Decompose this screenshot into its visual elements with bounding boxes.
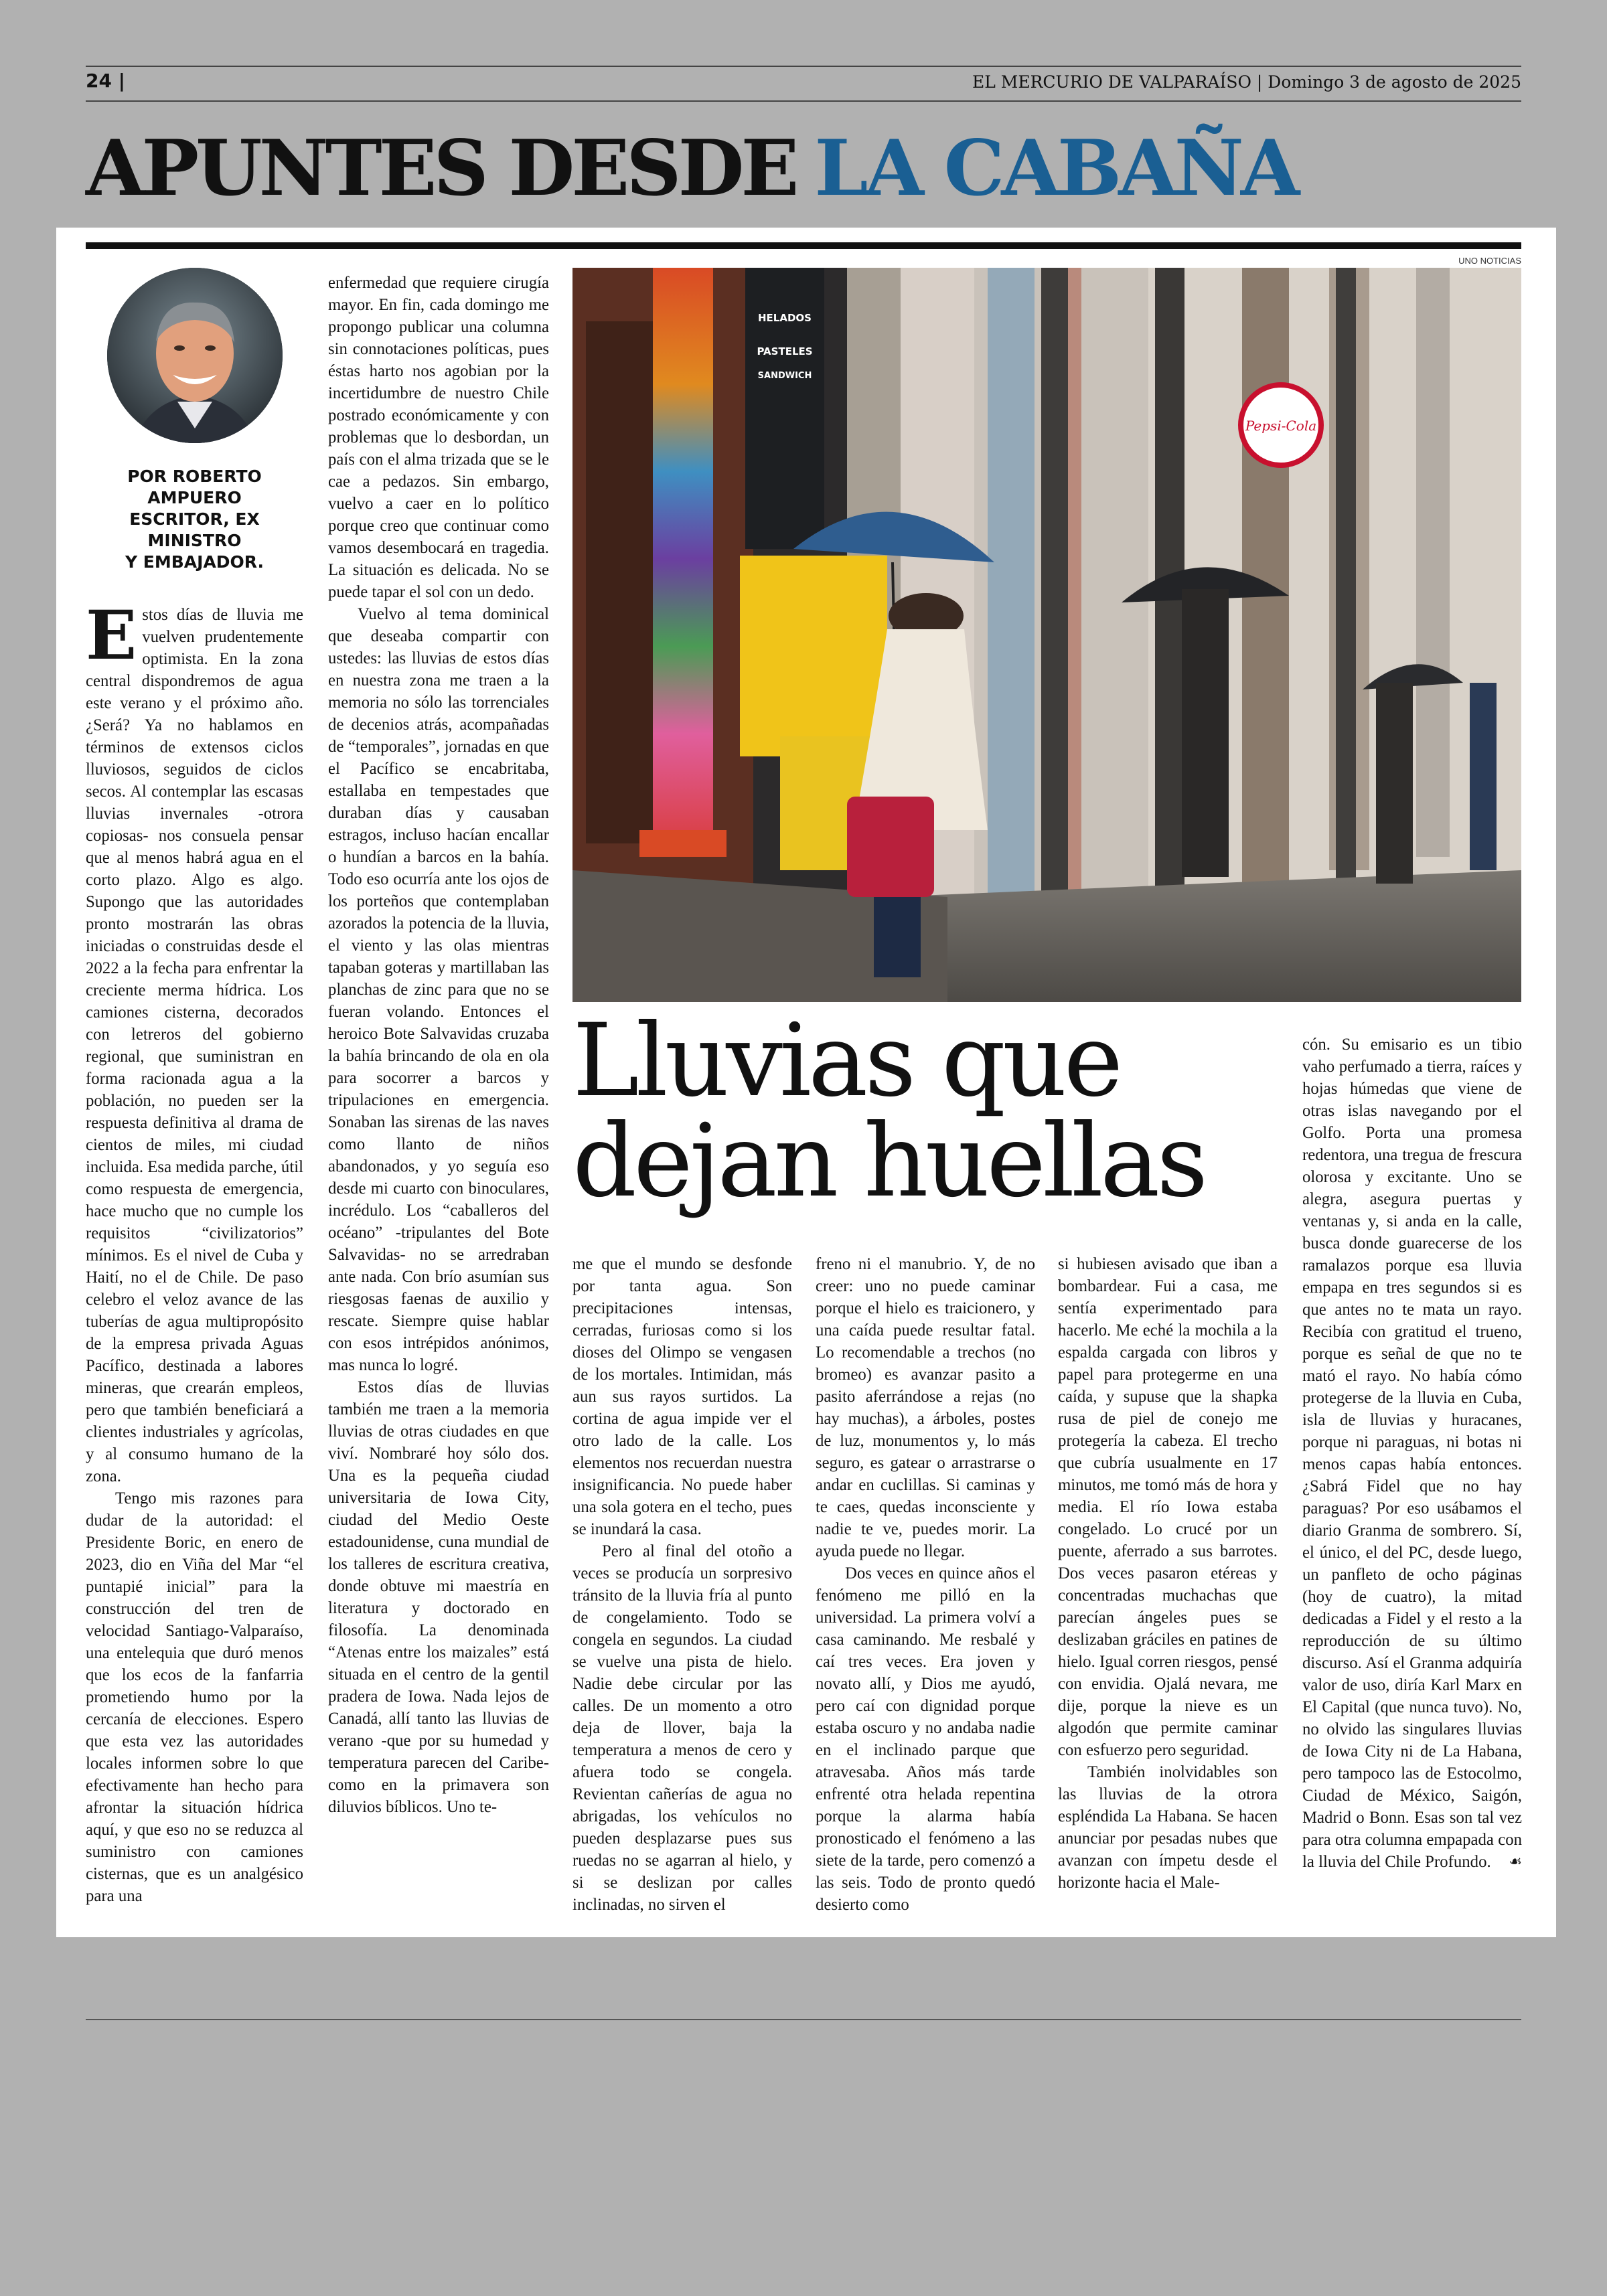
- section-title-part1: APUNTES DESDE: [86, 123, 796, 213]
- article-paragraph: [1302, 1034, 1522, 1873]
- photo-credit: UNO NOTICIAS: [1458, 256, 1521, 266]
- sign-helados: HELADOS: [758, 312, 812, 324]
- article-paragraph: Vuelvo al tema dominical que deseaba compartir con ustedes: las lluvias de estos días en nuestra zona me traen a la memoria no sólo las torrenciales de decenios atrás, acompañadas de “temporales”, jornadas en que el Pacífico se encabritaba, estallaba en tempestades que duraban días y causaban estragos, incluso hacían encallar o hundían a barcos en la bahía. Todo eso ocurría ante los ojos de los porteños que contemplaban azorados la potencia de la lluvia, el viento y las olas mientras tapaban goteras y martillaban las planchas de zinc para que no se fueran volando. Entonces el heroico Bote Salvavidas cruzaba la bahía brincando de ola en ola para socorrer a barcos y tripulaciones en emergencia. Sonaban las sirenas de las naves como llanto de niños abandonados, y yo seguía eso desde mi cuarto con binoculares, incrédulo. Los “caballeros del océano” -tripulantes del Bote Salvavidas- no se arredraban ante nada. Con brío asumían sus riesgosas faenas de auxilio y rescate. Siempre quise hablar con esos intrépidos anónimos, mas nunca lo logré.: [328, 605, 549, 1374]
- headline-line: dejan huellas: [572, 1103, 1205, 1220]
- sign-pepsi: Pepsi-Cola: [1245, 418, 1317, 434]
- paragraph-text: stos días de lluvia me vuelven prudentemente optimista. En la zona central dispondremos de agua este verano y el próximo año. ¿Será? Ya no hablamos en términos de extensos ciclos lluviosos, seguidos de ciclos secos. Al contemplar las escasas lluvias invernales -otrora copiosas- nos consuela pensar que al menos habrá agua en el corto plazo. Algo es algo. Supongo que las autoridades pronto mostrarán las obras iniciadas o construidas desde el 2022 a la fecha para enfrentar la creciente merma hídrica. Los camiones cisterna, decorados con letreros del gobierno regional, que suministran en forma racionada agua a la población, no pueden ser la respuesta definitiva al drama de cientos de miles, mi ciudad incluida. Esa medida parche, útil como respuesta de emergencia, hace mucho que no cumple los requisitos “civilizatorios” mínimos. Es el nivel de Cuba y Haití, no el de Chile. De paso celebro el veloz avance de las tuberías de agua multipropósito de la empresa privada Aguas Pacífico, destinada a labores mineras, que crearán empleos, pero que también beneficiará a clientes industriales y agrícolas, y al consumo humano de la zona.: [86, 606, 303, 1485]
- article-paragraph: Pero al final del otoño a veces se producía un sorpresivo tránsito de la lluvia fría al punto de congelamiento. Todo se congela en segundos. La ciudad se vuelve una pista de hielo. Nadie debe circular por las calles. De un momento a otro deja de llover, baja la temperatura a menos de cero y afuera todo se congela. Revientan cañerías de agua no abrigadas, los vehículos no pueden desplazarse pues sus ruedas no se agarran al hielo, y si se deslizan por calles inclinadas, no sirven el: [572, 1542, 792, 1914]
- article-paragraph: También inolvidables son las lluvias de la otrora espléndida La Habana. Se hacen anunciar por pesadas nubes que avanzan con ímpetu desde el horizonte hacia el Male-: [1058, 1763, 1278, 1892]
- page-number: 24 |: [86, 70, 125, 92]
- article-column-4: [816, 1253, 1035, 1916]
- article-column-5: [1058, 1253, 1278, 1894]
- article-paragraph: Tengo mis razones para dudar de la autoridad: el Presidente Boric, en enero de 2023, dio en Viña del Mar “el puntapié inicial” para la construcción del tren de velocidad Santiago-Valparaíso, una entelequia que duró menos que los ecos de la fanfarria prometiendo humo por la cercanía de elecciones. Espero que esta vez las autoridades locales informen sobre lo que efectivamente han hecho para afrontar la situación hídrica aquí, y que eso no se reduzca al suministro con camiones cisternas, que es un analgésico para una: [86, 1489, 303, 1905]
- section-title: [86, 123, 1297, 213]
- article-paragraph: freno ni el manubrio. Y, de no creer: uno no puede caminar porque el hielo es traicionero, y una caída puede resultar fatal. Lo recomendable a trechos (no bromeo) es avanzar pasito a pasito aferrándose a rejas (no hay muchas), a árboles, postes de luz, monumentos y, lo más seguro, es gatear o arrastrarse o andar en cuclillas. Si caminas y te caes, quedas inconsciente y nadie te ve, puedes morir. La ayuda puede no llegar.: [816, 1255, 1035, 1560]
- paragraph-text: cón. Su emisario es un tibio vaho perfumado a tierra, raíces y hojas húmedas que viene de otras islas navegando por el Golfo. Porta una promesa redentora, una tregua de frescura olorosa y excitante. Uno se alegra, asegura puertas y ventanas y, si anda en la calle, busca donde guarecerse de los ramalazos porque esa lluvia empapa en tres segundos si es que antes no te mata un rayo. Recibía con gratitud el trueno, porque es señal de que no te mató el rayo. No había cómo protegerse de la lluvia en Cuba, isla de lluvias y huracanes, porque ni paraguas, ni botas ni menos capas había entonces. ¿Sabrá Fidel que no hay paraguas? Por eso usábamos el diario Granma de sombrero. Sí, el único, el del PC, desde luego, un panfleto de ocho páginas (hoy de cuatro), la mitad dedicadas a Fidel y el resto a la reproducción de su último discurso. Así el Granma adquiría valor de uso, diría Karl Marx en El Capital (que nunca tuvo). No, no olvido las singulares lluvias de Iowa City ni de La Habana, pero tampoco las de Estocolmo, Ciudad de México, Saigón, Madrid o Bonn. Esas son tal vez para otra columna empapada con la lluvia del Chile Profundo.: [1302, 1036, 1522, 1871]
- byline-line: Y EMBAJADOR.: [125, 552, 264, 572]
- sign-sandwich: SANDWICH: [757, 371, 812, 381]
- end-mark-icon: ☙: [1509, 1854, 1522, 1870]
- section-title-part2: LA CABAÑA: [814, 123, 1297, 213]
- header-rule-bottom: [86, 100, 1521, 102]
- author-avatar: [107, 268, 283, 443]
- rainy-street-photo: [572, 268, 1521, 1002]
- article-paragraph: [86, 596, 303, 1487]
- author-portrait-graphic: [107, 268, 283, 443]
- byline-line: POR ROBERTO AMPUERO: [127, 467, 262, 507]
- author-byline: [86, 466, 303, 573]
- photo-graphic: [572, 268, 1521, 1002]
- article-paragraph: si hubiesen avisado que iban a bombardear. Fui a casa, me sentía experimentado para hacerlo. Me eché la mochila a la espalda cargada con libros y papel para protegerme en una caída, y supuse que la shapka rusa de piel de conejo me protegería la cabeza. El trecho que cubría usualmente en 17 minutos, me tomó más de hora y media. El río Iowa estaba congelado. Lo crucé por un puente, aferrado a sus barrotes. Dos veces pasaron etéreas y concentradas muchachas que parecían ángeles pues se deslizaban gráciles en patines de hielo. Igual corren riesgos, pensé con envidia. Ojalá nevara, me dije, porque la nieve es un algodón que permite caminar con esfuerzo pero seguridad.: [1058, 1255, 1278, 1759]
- publication-info: EL MERCURIO DE VALPARAÍSO | Domingo 3 de agosto de 2025: [972, 72, 1521, 92]
- article-paragraph: enfermedad que requiere cirugía mayor. En fin, cada domingo me propongo publicar una columna sin connotaciones políticas, pues éstas harto nos agobian por la incertidumbre de nuestro Chile postrado económicamente y con problemas que lo desbordan, un país con el alma trizada que se le cae a pedazos. Sin embargo, vuelvo a caer en lo político porque creo que continuar como vamos desembocará en tragedia. La situación es delicada. No se puede tapar el sol con un dedo.: [328, 274, 549, 601]
- page-footer-rule: [86, 2019, 1521, 2020]
- article-column-2: [328, 272, 549, 1818]
- byline-line: ESCRITOR, EX MINISTRO: [129, 509, 260, 550]
- article-column-3: [572, 1253, 792, 1916]
- article-column-6: [1302, 1034, 1522, 1873]
- drop-cap: E: [86, 596, 137, 675]
- headline: [572, 1003, 1215, 1220]
- article-paragraph: Estos días de lluvias también me traen a la memoria lluvias de otras ciudades en que viví. Nombraré hoy sólo dos. Una es la pequeña ciudad universitaria de Iowa City, ciudad del Medio Oeste estadounidense, cuna mundial de los talleres de escritura creativa, donde obtuve mi maestría en literatura y doctorado en filosofía. La denominada “Atenas entre los maizales” está situada en el centro de la gentil pradera de Iowa. Nada lejos de Canadá, allí tanto las lluvias de verano -que por su humedad y temperatura parecen del Caribe- como en la primavera son diluvios bíblicos. Uno te-: [328, 1378, 549, 1816]
- article-top-bar: [86, 242, 1521, 249]
- headline-line: Lluvias que: [572, 1003, 1120, 1119]
- article-column-1: [86, 596, 303, 1907]
- article-paragraph: Dos veces en quince años el fenómeno me pilló en la universidad. La primera volví a casa caminando. Me resbalé y caí tres veces. Era joven y novato allí, y Dios me ayudó, pero caí con dignidad porque estaba oscuro y no andaba nadie en el inclinado parque que atravesaba. Años más tarde enfrenté otra helada repentina porque la alarma había pronosticado el fenómeno a las siete de la tarde, pero comenzó a las seis. Todo de pronto quedó desierto como: [816, 1564, 1035, 1914]
- header-rule-top: [86, 66, 1521, 67]
- sign-pasteles: PASTELES: [757, 345, 813, 357]
- article-paragraph: me que el mundo se desfonde por tanta agua. Son precipitaciones intensas, cerradas, furiosas como si los dioses del Olimpo se vengasen de los mortales. Intimidan, más aun sus rayos surtidos. La cortina de agua impide ver el otro lado de la calle. Los elementos nos recuerdan nuestra insignificancia. No puede haber una sola gotera en el techo, pues se inundará la casa.: [572, 1255, 792, 1538]
